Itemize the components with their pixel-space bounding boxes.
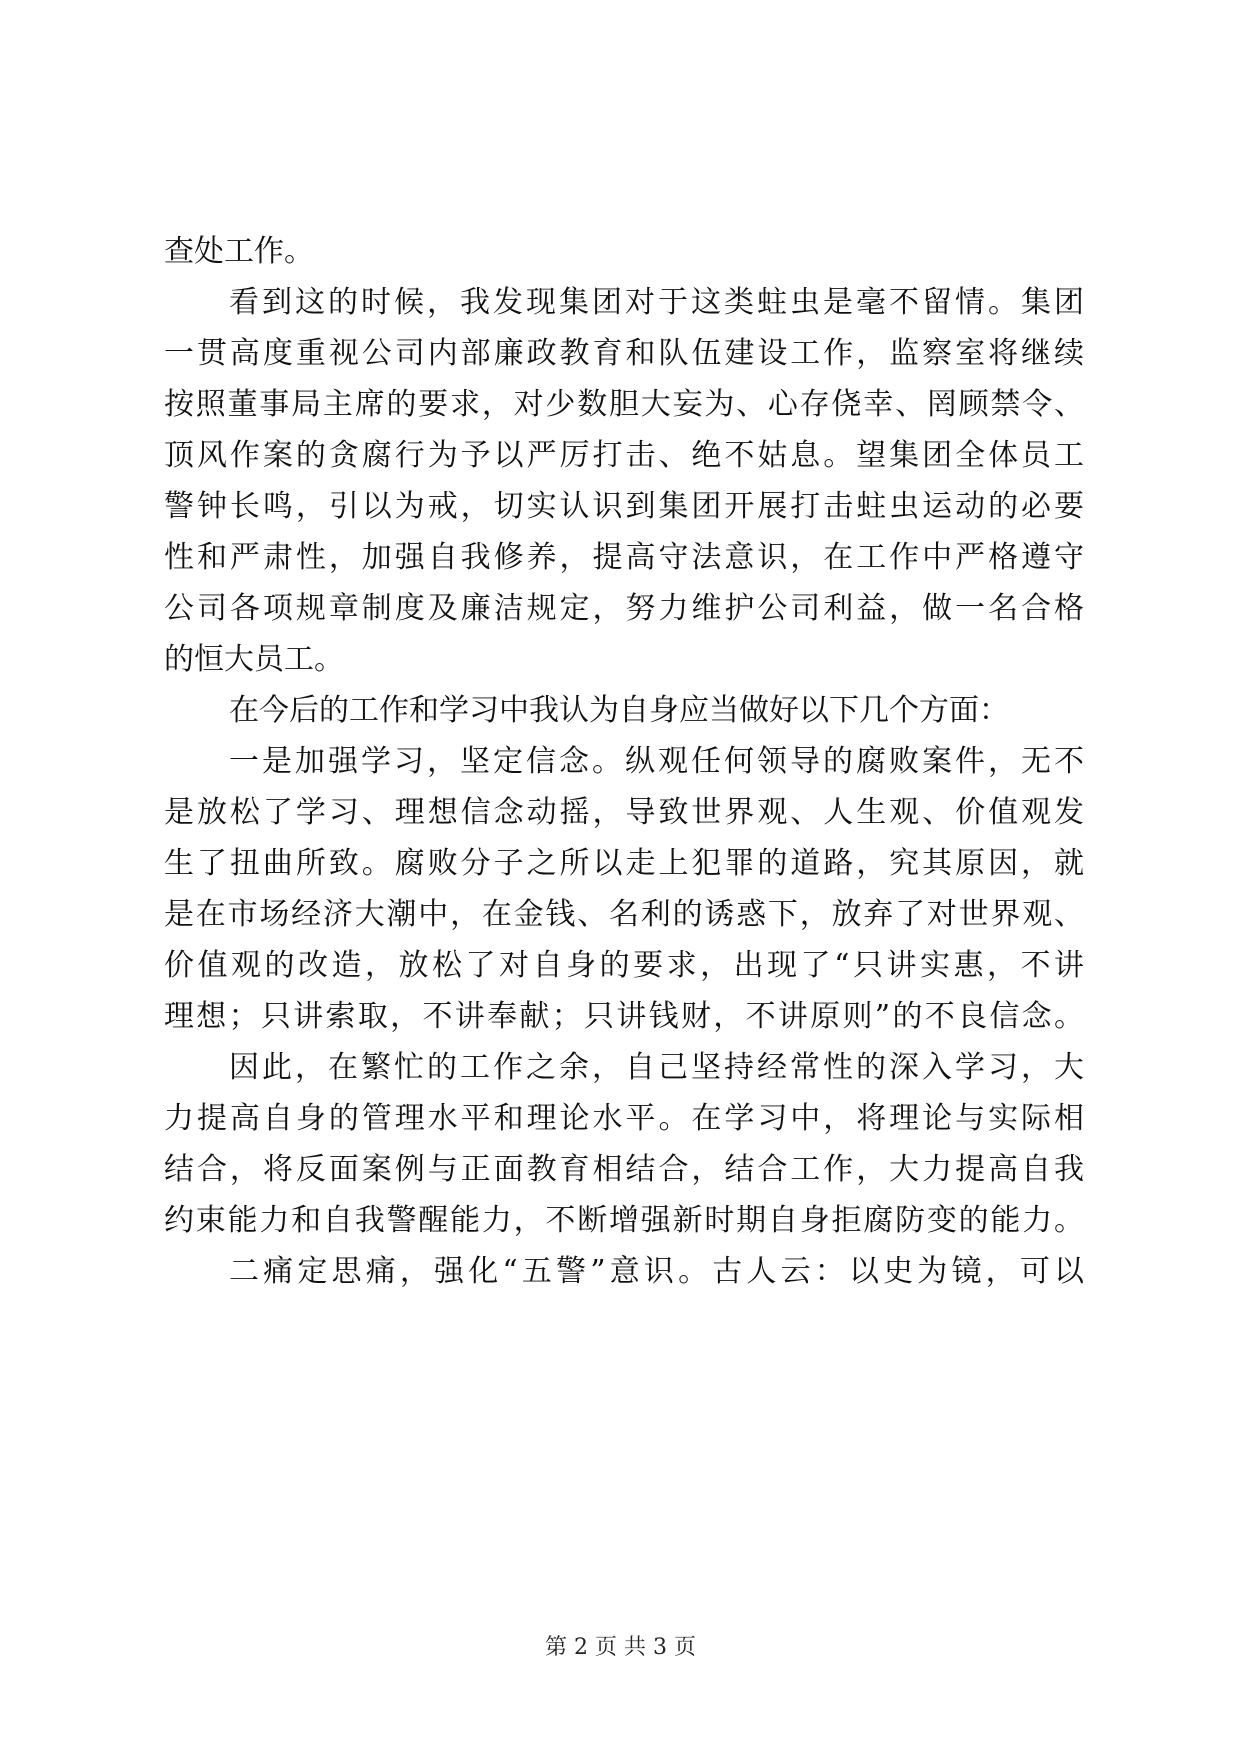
text-line: 按照董事局主席的要求，对少数胆大妄为、心存侥幸、罔顾禁令、 — [164, 387, 1084, 422]
text-line: 价值观的改造，放松了对自身的要求，出现了“只讲实惠，不讲 — [164, 948, 1084, 983]
text-line: 性和严肃性，加强自我修养，提高守法意识，在工作中严格遵守 — [164, 540, 1084, 575]
text-line: 因此，在繁忙的工作之余，自己坚持经常性的深入学习，大 — [229, 1050, 1084, 1085]
text-line: 公司各项规章制度及廉洁规定，努力维护公司利益，做一名合格 — [164, 591, 1084, 626]
text-line: 是放松了学习、理想信念动摇，导致世界观、人生观、价值观发 — [164, 795, 1084, 830]
text-line: 一贯高度重视公司内部廉政教育和队伍建设工作，监察室将继续 — [164, 336, 1084, 371]
text-line: 是在市场经济大潮中，在金钱、名利的诱惑下，放弃了对世界观、 — [164, 897, 1084, 932]
text-line: 力提高自身的管理水平和理论水平。在学习中，将理论与实际相 — [164, 1101, 1084, 1136]
body-text — [164, 226, 1084, 1297]
page-number-footer: 第 2 页 共 3 页 — [545, 1635, 696, 1660]
text-line: 约束能力和自我警醒能力，不断增强新时期自身拒腐防变的能力。 — [164, 1203, 1084, 1238]
text-line: 在今后的工作和学习中我认为自身应当做好以下几个方面： — [229, 693, 1009, 728]
text-line: 警钟长鸣，引以为戒，切实认识到集团开展打击蛀虫运动的必要 — [164, 489, 1084, 524]
text-line: 理想；只讲索取，不讲奉献；只讲钱财，不讲原则”的不良信念。 — [164, 999, 1084, 1034]
text-line: 一是加强学习，坚定信念。纵观任何领导的腐败案件，无不 — [229, 744, 1084, 779]
text-line: 生了扭曲所致。腐败分子之所以走上犯罪的道路，究其原因，就 — [164, 846, 1084, 881]
text-line: 看到这的时候，我发现集团对于这类蛀虫是毫不留情。集团 — [229, 285, 1084, 320]
text-line: 二痛定思痛，强化“五警”意识。古人云：以史为镜，可以 — [229, 1254, 1084, 1289]
text-line: 顶风作案的贪腐行为予以严厉打击、绝不姑息。望集团全体员工 — [164, 438, 1084, 473]
text-line: 查处工作。 — [164, 234, 314, 269]
text-line: 结合，将反面案例与正面教育相结合，结合工作，大力提高自我 — [164, 1152, 1084, 1187]
text-line: 的恒大员工。 — [164, 642, 344, 677]
